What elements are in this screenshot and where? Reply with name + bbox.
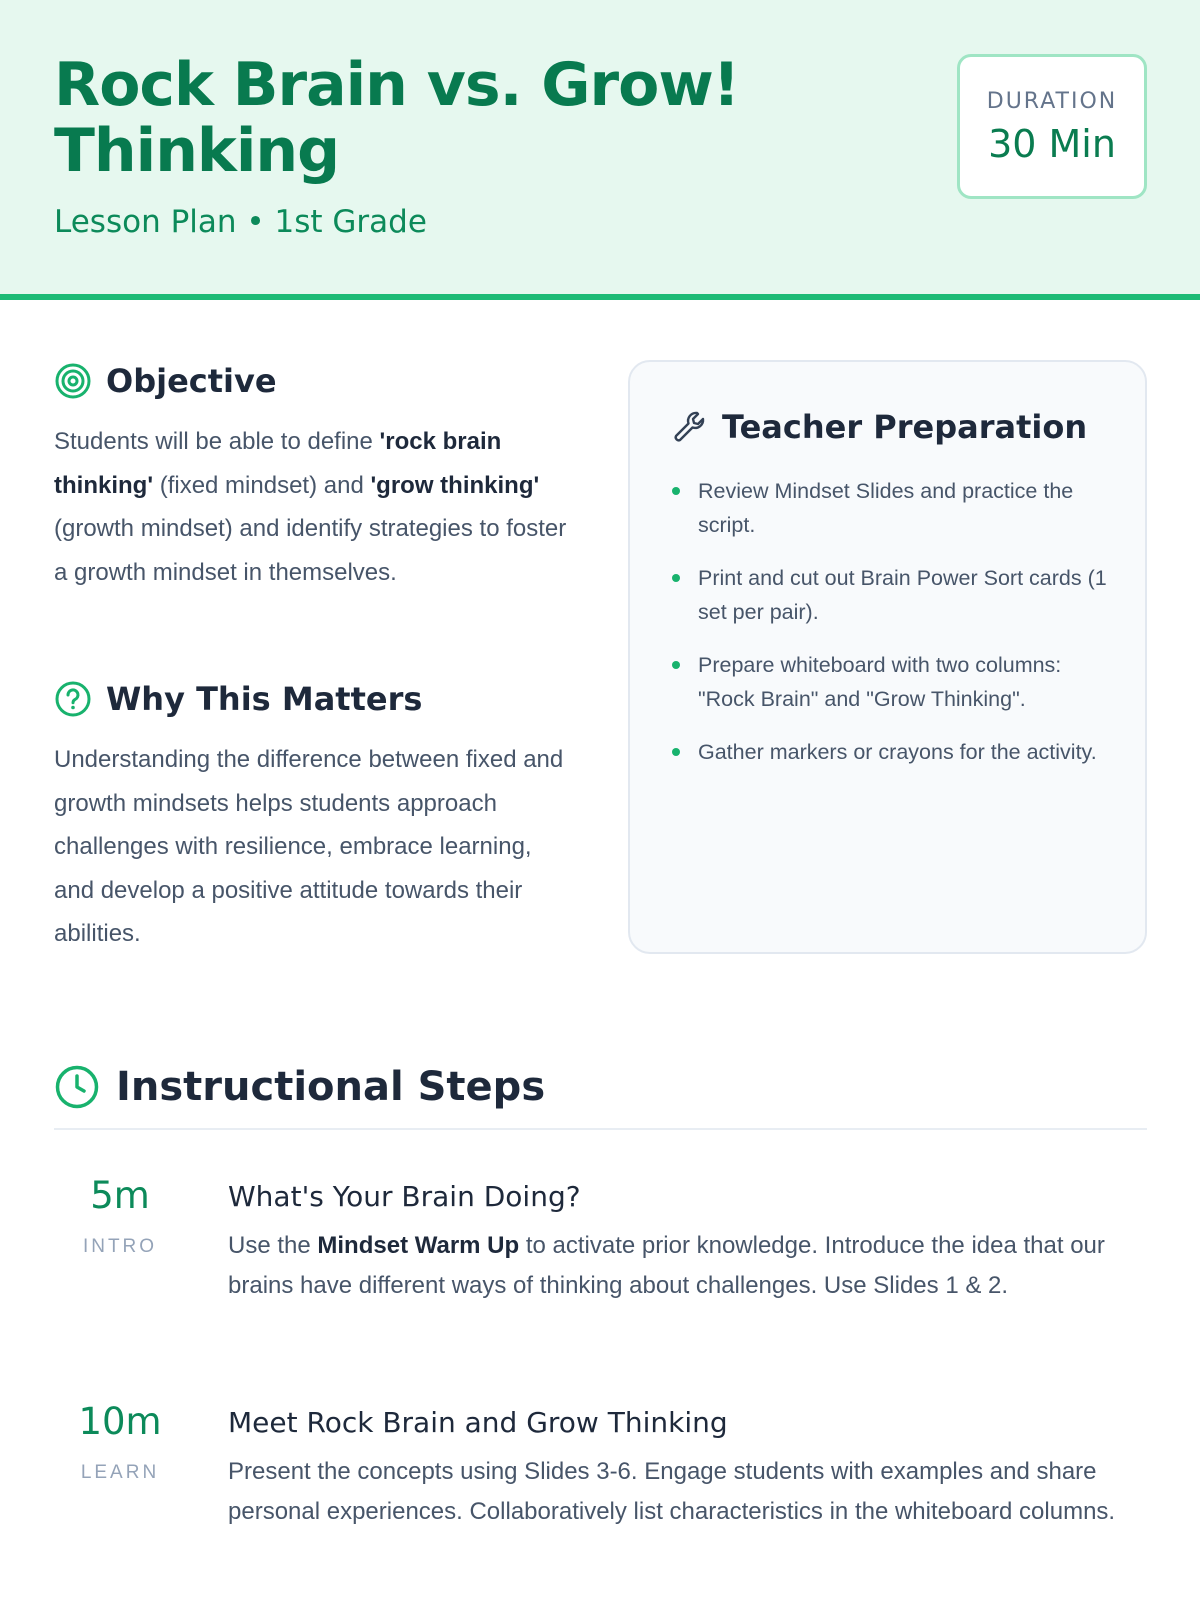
- step-resource-name: Mindset Warm Up: [317, 1232, 520, 1259]
- steps-heading: [54, 1064, 545, 1110]
- clock-icon: [54, 1064, 100, 1110]
- objective-text-part: Students will be able to define: [54, 428, 380, 455]
- objective-term-rock-brain: 'rock brain thinking': [54, 428, 502, 499]
- preparation-title: Teacher Preparation: [722, 408, 1088, 446]
- step-phase: INTRO: [82, 1236, 158, 1257]
- duration-label: DURATION: [986, 89, 1118, 114]
- lesson-subtitle: Lesson Plan • 1st Grade: [54, 204, 427, 240]
- list-item: [670, 735, 1110, 769]
- list-item-text: Print and cut out Brain Power Sort cards (1 set per pair).: [698, 566, 1107, 624]
- bullet-icon: [672, 661, 680, 669]
- step-phase: LEARN: [80, 1462, 160, 1483]
- target-icon: [54, 362, 92, 400]
- page-title: Rock Brain vs. Grow! Thinking: [54, 50, 740, 186]
- bullet-icon: [672, 574, 680, 582]
- objective-title: Objective: [106, 362, 277, 400]
- lesson-header: [0, 0, 1200, 300]
- step-description: Present the concepts using Slides 3-6. Engage students with examples and share personal experiences. Collaboratively list characteristics in the whiteboard columns.: [228, 1458, 1116, 1525]
- objective-text-part: (fixed mindset) and: [153, 471, 371, 499]
- why-title: Why This Matters: [106, 680, 423, 718]
- objective-text-part: (growth mindset) and identify strategies to foster a growth mindset in themselves.: [54, 515, 567, 586]
- objective-term-grow-thinking: 'grow thinking': [370, 471, 540, 499]
- why-text: Understanding the difference between fixed and growth mindsets helps students approach challenges with resilience, embrace learning, and develop a positive attitude towards their abilities.: [54, 746, 564, 947]
- step-description-part: to activate prior knowledge. Introduce the idea that our brains have different ways of thinking about challenges. Use Slides 1 & 2.: [228, 1232, 1105, 1299]
- list-item-text: Gather markers or crayons for the activity.: [698, 740, 1097, 764]
- preparation-list: [670, 474, 1110, 788]
- list-item-text: Review Mindset Slides and practice the script.: [698, 479, 1074, 537]
- bullet-icon: [672, 487, 680, 495]
- step-time: 10m: [78, 1400, 162, 1443]
- objective-heading: [54, 362, 277, 400]
- step-time: 5m: [90, 1174, 150, 1217]
- list-item-text: Prepare whiteboard with two columns: "Rock Brain" and "Grow Thinking".: [698, 653, 1062, 711]
- objective-text: [54, 420, 574, 594]
- divider: [54, 1128, 1147, 1130]
- list-item: [670, 474, 1110, 542]
- step-description: [228, 1226, 1138, 1306]
- teacher-preparation-card: [628, 360, 1147, 954]
- question-circle-icon: [54, 680, 92, 718]
- preparation-heading: [670, 408, 1087, 446]
- step-title: Meet Rock Brain and Grow Thinking: [228, 1406, 728, 1439]
- list-item: [670, 648, 1110, 716]
- duration-badge: [957, 54, 1147, 199]
- steps-title: Instructional Steps: [116, 1064, 546, 1110]
- step-title: What's Your Brain Doing?: [228, 1180, 581, 1213]
- list-item: [670, 561, 1110, 629]
- duration-value: 30 Min: [988, 122, 1116, 166]
- why-heading: [54, 680, 422, 718]
- wrench-icon: [670, 408, 708, 446]
- bullet-icon: [672, 748, 680, 756]
- step-description-part: Use the: [228, 1232, 318, 1259]
